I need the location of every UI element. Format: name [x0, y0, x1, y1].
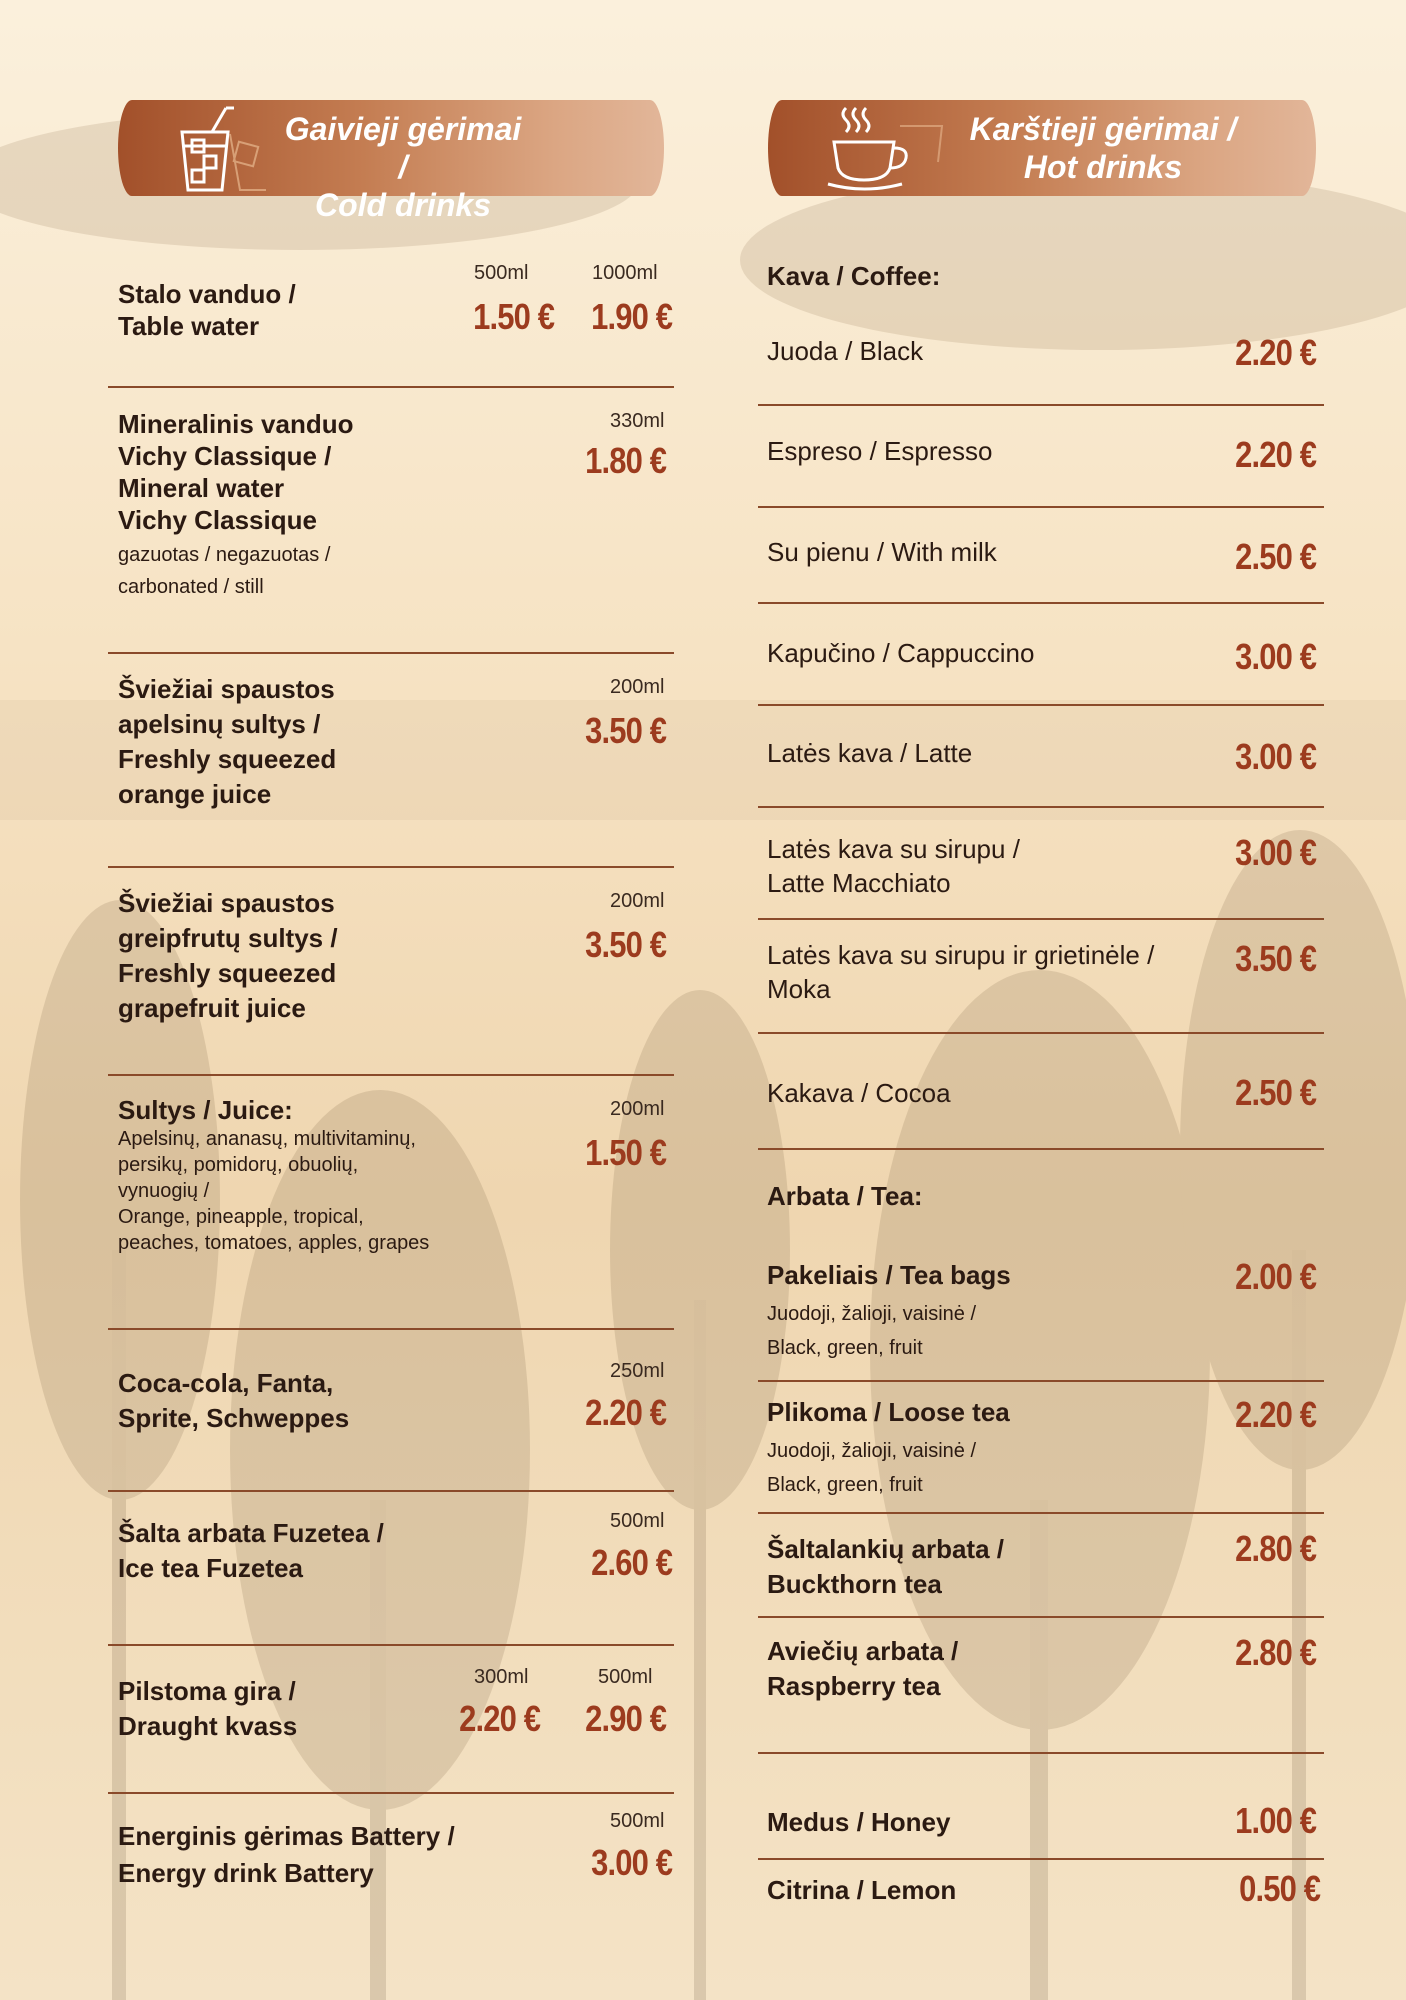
volume-label: 200ml: [610, 890, 665, 912]
price-label: 2.90 €: [585, 1698, 666, 1739]
item-name-line: Vichy Classique /: [118, 441, 332, 471]
item-name-line: Sultys / Juice:: [118, 1095, 293, 1125]
item-name-line: Plikoma / Loose tea: [767, 1397, 1010, 1427]
item-name-line: greipfrutų sultys /: [118, 923, 338, 953]
item-name-line: Draught kvass: [118, 1711, 298, 1741]
price-label: 3.00 €: [1235, 736, 1316, 777]
divider: [108, 1490, 674, 1492]
price-label: 1.50 €: [585, 1132, 666, 1173]
item-name-line: orange juice: [118, 779, 272, 809]
item-subtext: Black, green, fruit: [767, 1337, 923, 1359]
coffee-cup-icon: [824, 102, 944, 198]
hot-title-line1: Karštieji gėrimai /: [969, 111, 1237, 147]
cold-item-orange-juice: [118, 672, 336, 812]
price-label: 1.00 €: [1235, 1800, 1316, 1841]
tea-item-raspberry: [767, 1634, 958, 1704]
extra-lemon-label: Citrina / Lemon: [767, 1875, 957, 1905]
divider: [758, 1512, 1324, 1514]
item-name-line: Mineralinis vanduo: [118, 409, 354, 439]
tea-item-loose: [767, 1396, 1010, 1502]
item-subtext: gazuotas / negazuotas /: [118, 544, 331, 566]
coffee-item-label: Latte Macchiato: [767, 868, 951, 898]
coffee-heading: Kava / Coffee:: [767, 261, 941, 291]
item-name-line: Coca-cola, Fanta,: [118, 1368, 334, 1398]
volume-label: 200ml: [610, 676, 665, 698]
volume-label: 200ml: [610, 1098, 665, 1120]
coffee-item-moka: [767, 938, 1154, 1006]
cold-title-line1: Gaivieji gėrimai /: [284, 111, 522, 185]
price-label: 3.00 €: [1235, 832, 1316, 873]
divider: [108, 1328, 674, 1330]
coffee-item-label: Latės kava su sirupu /: [767, 834, 1020, 864]
price-label: 3.50 €: [1235, 938, 1316, 979]
extra-honey-label: Medus / Honey: [767, 1807, 951, 1837]
item-name-line: Vichy Classique: [118, 505, 317, 535]
cold-item-grapefruit-juice: [118, 886, 338, 1026]
tea-item-bags: [767, 1259, 1011, 1365]
item-name-line: Table water: [118, 311, 260, 341]
coffee-item-latte-macchiato: [767, 832, 1020, 900]
divider: [108, 652, 674, 654]
item-subtext: Juodoji, žalioji, vaisinė /: [767, 1303, 976, 1325]
price-label: 2.80 €: [1235, 1528, 1316, 1569]
price-label: 2.00 €: [1235, 1256, 1316, 1297]
divider: [758, 1752, 1324, 1754]
divider: [758, 704, 1324, 706]
price-label: 1.50 €: [473, 296, 554, 337]
iced-drink-icon: [170, 104, 270, 200]
divider: [108, 1074, 674, 1076]
price-label: 3.00 €: [1235, 636, 1316, 677]
cold-item-table-water: [118, 278, 296, 342]
coffee-item-label: Latės kava su sirupu ir grietinėle /: [767, 940, 1155, 970]
coffee-item-label: Kapučino / Cappuccino: [767, 638, 1035, 668]
item-subtext: Apelsinų, ananasų, multivitaminų,: [118, 1128, 416, 1150]
price-label: 2.50 €: [1235, 1072, 1316, 1113]
item-subtext: Black, green, fruit: [767, 1474, 923, 1496]
divider: [108, 386, 674, 388]
item-subtext: carbonated / still: [118, 576, 264, 598]
volume-label: 1000ml: [592, 262, 658, 284]
item-subtext: Juodoji, žalioji, vaisinė /: [767, 1440, 976, 1462]
hot-title-line2: Hot drinks: [1023, 149, 1183, 185]
price-label: 2.60 €: [591, 1542, 672, 1583]
price-label: 2.20 €: [1235, 332, 1316, 373]
item-name-line: Pakeliais / Tea bags: [767, 1260, 1011, 1290]
cold-item-ice-tea: [118, 1516, 384, 1586]
item-name-line: Šviežiai spaustos: [118, 888, 335, 918]
cold-item-soft-drinks: [118, 1366, 349, 1436]
cold-title-line2: Cold drinks: [314, 187, 491, 223]
divider: [758, 1380, 1324, 1382]
item-name-line: Šaltalankių arbata /: [767, 1534, 1004, 1564]
item-name-line: Pilstoma gira /: [118, 1676, 296, 1706]
cold-item-energy-drink: [118, 1818, 455, 1892]
item-name-line: grapefruit juice: [118, 993, 306, 1023]
divider: [108, 1792, 674, 1794]
item-subtext: vynuogių /: [118, 1180, 210, 1202]
divider: [758, 1616, 1324, 1618]
item-name-line: Energy drink Battery: [118, 1858, 374, 1888]
price-label: 1.80 €: [585, 440, 666, 481]
volume-label: 500ml: [474, 262, 529, 284]
coffee-item-label: Latės kava / Latte: [767, 738, 973, 768]
price-label: 2.20 €: [459, 1698, 540, 1739]
divider: [758, 918, 1324, 920]
cocoa-label: Kakava / Cocoa: [767, 1078, 951, 1108]
coffee-item-label: Moka: [767, 974, 831, 1004]
volume-label: 500ml: [598, 1666, 653, 1688]
divider: [108, 866, 674, 868]
price-label: 2.20 €: [585, 1392, 666, 1433]
coffee-item-label: Su pienu / With milk: [767, 537, 997, 567]
hot-drinks-banner: [768, 100, 1316, 196]
divider: [758, 1858, 1324, 1860]
tea-item-buckthorn: [767, 1532, 1004, 1602]
cold-drinks-title: [278, 110, 528, 224]
item-name-line: Freshly squeezed: [118, 744, 337, 774]
item-name-line: Raspberry tea: [767, 1671, 941, 1701]
volume-label: 330ml: [610, 410, 665, 432]
volume-label: 250ml: [610, 1360, 665, 1382]
item-name-line: Buckthorn tea: [767, 1569, 942, 1599]
cold-drinks-banner: [118, 100, 664, 223]
divider: [758, 506, 1324, 508]
price-label: 3.50 €: [585, 710, 666, 751]
item-name-line: Sprite, Schweppes: [118, 1403, 350, 1433]
price-label: 2.20 €: [1235, 434, 1316, 475]
item-name-line: Mineral water: [118, 473, 285, 503]
coffee-item-label: Juoda / Black: [767, 336, 924, 366]
tea-heading: Arbata / Tea:: [767, 1181, 923, 1211]
divider: [758, 806, 1324, 808]
divider: [758, 404, 1324, 406]
cold-item-juice: [118, 1094, 429, 1256]
item-subtext: Orange, pineapple, tropical,: [118, 1206, 364, 1228]
divider: [108, 1644, 674, 1646]
item-name-line: Aviečių arbata /: [767, 1636, 959, 1666]
price-label: 1.90 €: [591, 296, 672, 337]
item-subtext: persikų, pomidorų, obuolių,: [118, 1154, 359, 1176]
price-label: 2.80 €: [1235, 1632, 1316, 1673]
divider: [758, 1032, 1324, 1034]
price-label: 0.50 €: [1239, 1868, 1320, 1909]
volume-label: 500ml: [610, 1510, 665, 1532]
item-name-line: Ice tea Fuzetea: [118, 1553, 303, 1583]
price-label: 3.00 €: [591, 1842, 672, 1883]
price-label: 2.50 €: [1235, 536, 1316, 577]
cold-item-mineral-water: [118, 408, 354, 600]
item-subtext: peaches, tomatoes, apples, grapes: [118, 1232, 430, 1254]
volume-label: 500ml: [610, 1810, 665, 1832]
divider: [758, 1148, 1324, 1150]
item-name-line: Stalo vanduo /: [118, 279, 296, 309]
item-name-line: Freshly squeezed: [118, 958, 337, 988]
cold-item-kvass: [118, 1674, 297, 1744]
hot-drinks-title: [958, 110, 1248, 186]
volume-label: 300ml: [474, 1666, 529, 1688]
item-name-line: Šalta arbata Fuzetea /: [118, 1518, 384, 1548]
item-name-line: apelsinų sultys /: [118, 709, 321, 739]
item-name-line: Šviežiai spaustos: [118, 674, 335, 704]
price-label: 3.50 €: [585, 924, 666, 965]
price-label: 2.20 €: [1235, 1394, 1316, 1435]
divider: [758, 602, 1324, 604]
coffee-item-label: Espreso / Espresso: [767, 436, 993, 466]
item-name-line: Energinis gėrimas Battery /: [118, 1821, 455, 1851]
